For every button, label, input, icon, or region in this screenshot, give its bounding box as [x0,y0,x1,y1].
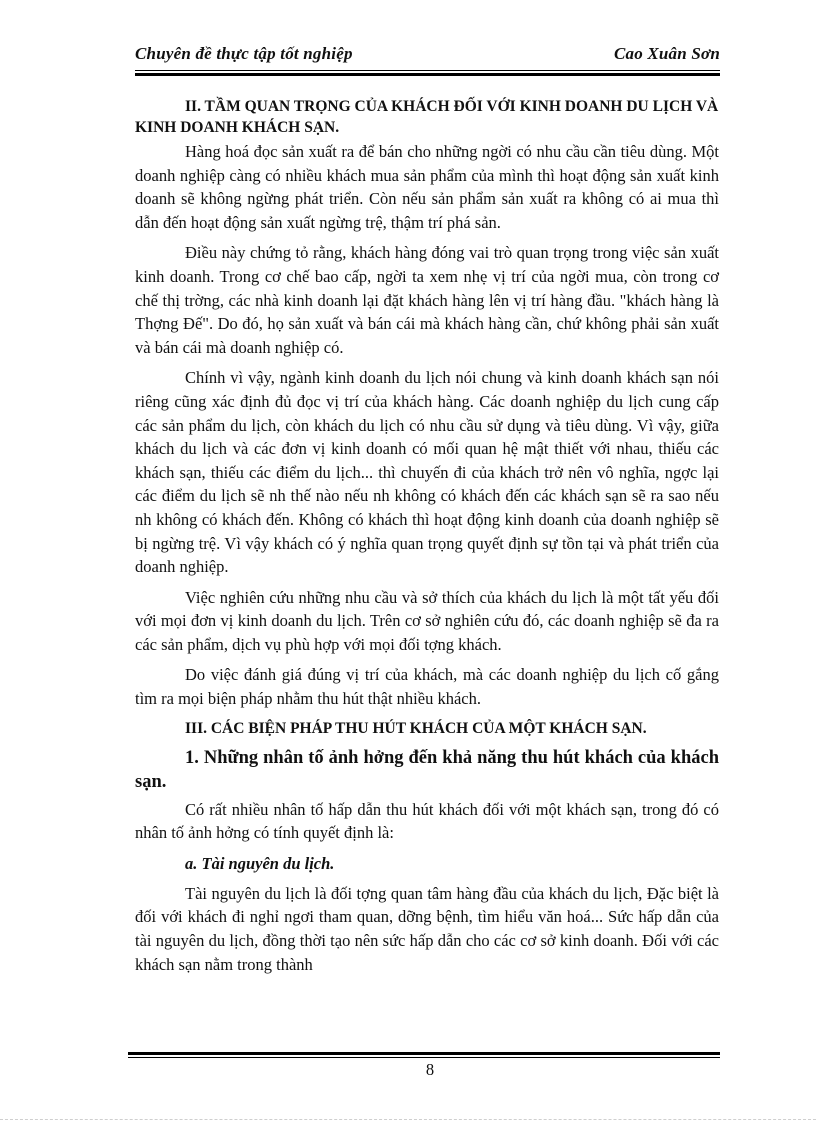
paragraph-5: Do việc đánh giá đúng vị trí của khách, mà các doanh nghiệp du lịch cố gắng tìm ra mọi biện pháp nhằm thu hút thật nhiều khách. [135,665,719,709]
section-heading-ii: II. TẦM QUAN TRỌNG CỦA KHÁCH ĐỐI VỚI KINH DOANH DU LỊCH VÀ KINH DOANH KHÁCH SẠN. [135,98,719,136]
subsection-heading-1: 1. Những nhân tố ảnh hởng đến khả năng thu hút khách của khách sạn. [135,747,719,792]
paragraph-6: Có rất nhiều nhân tố hấp dẫn thu hút khách đối với một khách sạn, trong đó có nhân tố ảnh hởng có tính quyết định là: [135,799,719,843]
header-rule-thin [135,70,720,71]
footer-rule-thin [128,1057,720,1058]
paragraph-3: Chính vì vậy, ngành kinh doanh du lịch nói chung và kinh doanh khách sạn nói riêng cũng xác định đủ đọc vị trí của khách hàng. Các doanh nghiệp du lịch cung cấp các sản phẩm du lịch, còn khách du lịch có nhu cầu sử dụng và tiêu dùng. Vì vậy, giữa khách du lịch và các đơn vị kinh doanh có mối quan hệ mật thiết với nhau, thiếu các khách sạn, thiếu các điểm du lịch... thì chuyến đi của khách trở nên vô nghĩa, ngợc lại các điểm du lịch sẽ nh thế nào nếu nh không có khách đến các khách sạn sẽ ra sao nếu nh không có khách đến. Không có khách thì hoạt động kinh doanh của doanh nghiệp sẽ bị ngừng trệ. Vì vậy khách có ý nghĩa quan trọng quyết định sự tồn tại và phát triển của doanh nghiệp. [135,368,719,577]
paragraph-2: Điều này chứng tỏ rằng, khách hàng đóng vai trò quan trọng trong việc sản xuất kinh doanh. Trong cơ chế bao cấp, ngời ta xem nhẹ vị trí của ngời mua, còn trong cơ chế thị trờng, các nhà kinh doanh lại đặt khách hàng lên vị trí hàng đầu. "khách hàng là Thợng Đế". Do đó, họ sản xuất và bán cái mà khách hàng cần, chứ không phải sản xuất và bán cái mà doanh nghiệp có. [135,243,719,357]
paragraph-4: Việc nghiên cứu những nhu cầu và sở thích của khách du lịch là một tất yếu đối với mọi đơn vị kinh doanh du lịch. Trên cơ sở nghiên cứu đó, các doanh nghiệp sẽ đa ra các sản phẩm, dịch vụ phù hợp với mọi đối tợng khách. [135,587,719,654]
header-author-name: Cao Xuân Sơn [613,44,720,63]
header-document-title: Chuyên đề thực tập tốt nghiệp [135,44,353,63]
page-header [135,44,720,68]
page-edge-divider [0,1119,816,1120]
page-body [135,96,719,976]
paragraph-1: Hàng hoá đọc sản xuất ra để bán cho những ngời có nhu cầu cần tiêu dùng. Một doanh nghiệp càng có nhiều khách mua sản phẩm của mình thì hoạt động sản xuất kinh doanh sẽ không ngừng phát triển. Còn nếu sản phẩm sản xuất ra không có ai mua thì dẫn đến hoạt động sản xuất ngừng trệ, thậm trí phá sản. [135,142,719,232]
subsection-heading-a: a. Tài nguyên du lịch. [185,853,335,873]
header-rule-thick [135,73,720,76]
footer-rule-thick [128,1052,720,1055]
page-number: 8 [425,1060,435,1079]
paragraph-7: Tài nguyên du lịch là đối tợng quan tâm hàng đầu của khách du lịch, Đặc biệt là đối với khách đi nghỉ ngơi tham quan, dỡng bệnh, tìm hiểu văn hoá... Sức hấp dẫn của tài nguyên du lịch, đồng thời tạo nên sức hấp dẫn cho các cơ sở kinh doanh. Đối với các khách sạn nằm trong thành [135,883,719,974]
section-heading-iii: III. CÁC BIỆN PHÁP THU HÚT KHÁCH CỦA MỘT KHÁCH SẠN. [185,719,647,737]
